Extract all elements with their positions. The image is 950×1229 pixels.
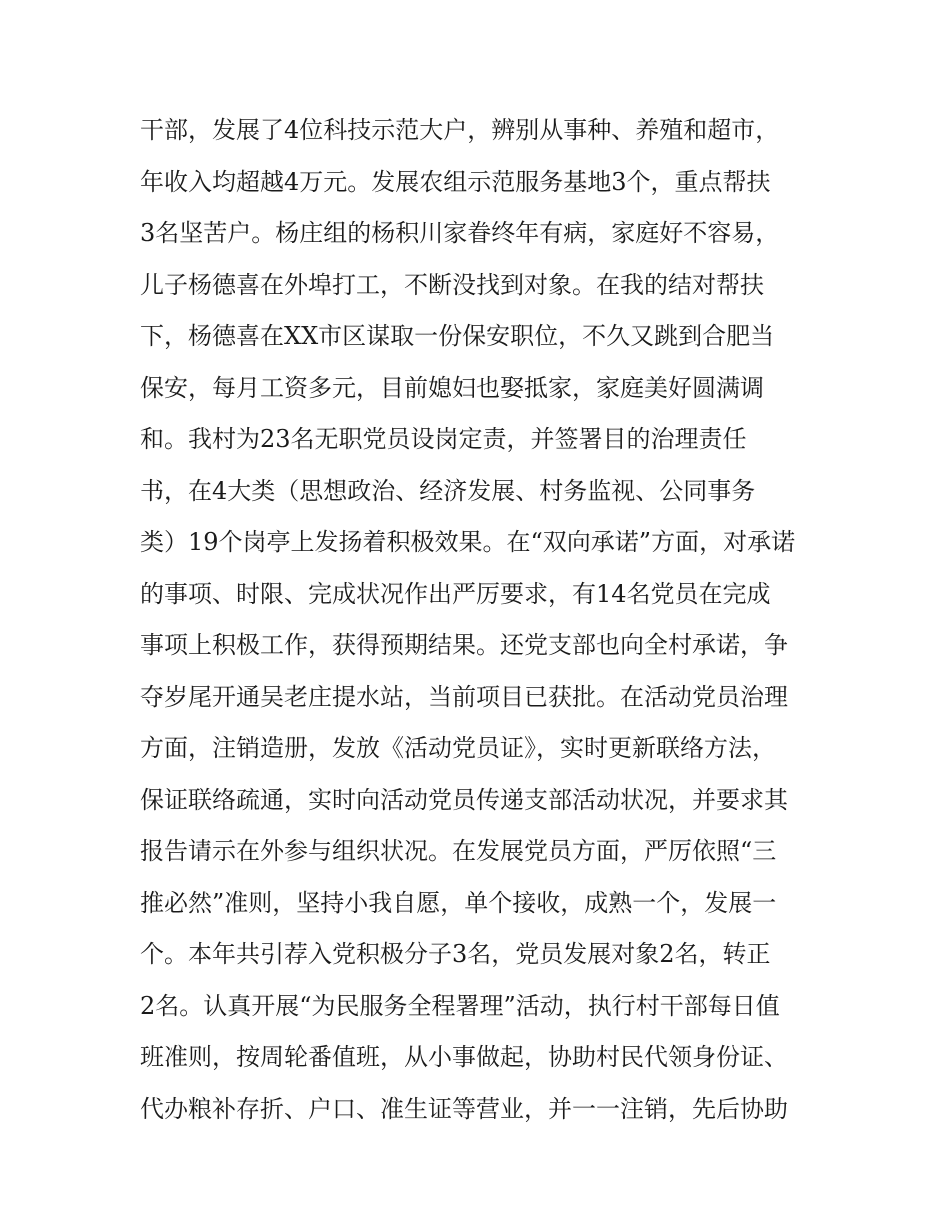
text-line: 年收入均超越4万元。发展农组示范服务基地3个，重点帮扶 — [140, 167, 771, 196]
text-line: 干部，发展了4位科技示范大户，辨别从事种、养殖和超市， — [140, 116, 780, 144]
text-line: 书，在4大类（思想政治、经济发展、村务监视、公同事务 — [140, 476, 756, 505]
text-line: 2名。认真开展“为民服务全程署理”活动，执行村干部每日值 — [140, 991, 780, 1020]
text-line: 保证联络疏通，实时向活动党员传递支部活动状况，并要求其 — [140, 785, 788, 814]
text-line: 班准则，按周轮番值班，从小事做起，协助村民代领身份证、 — [140, 1043, 788, 1071]
text-line: 报告请示在外参与组织状况。在发展党员方面，严厉依照“三 — [140, 837, 777, 865]
text-line: 3名坚苦户。杨庄组的杨积川家眷终年有病，家庭好不容易， — [140, 219, 780, 247]
text-line: 儿子杨德喜在外埠打工，不断没找到对象。在我的结对帮扶 — [140, 270, 764, 299]
text-line: 和。我村为23名无职党员设岗定责，并签署目的治理责任 — [140, 425, 747, 453]
text-line: 推必然”准则，坚持小我自愿，单个接收，成熟一个，发展一 — [140, 888, 777, 917]
text-line: 夺岁尾开通吴老庄提水站，当前项目已获批。在活动党员治理 — [140, 682, 788, 711]
text-line: 保安，每月工资多元，目前媳妇也娶抵家，家庭美好圆满调 — [140, 373, 764, 402]
text-line: 方面，注销造册，发放《活动党员证》，实时更新联络方法， — [140, 734, 776, 762]
text-line: 类）19个岗亭上发扬着积极效果。在“双向承诺”方面，对承诺 — [140, 528, 796, 556]
text-line: 下，杨德喜在XX市区谋取一份保安职位，不久又跳到合肥当 — [140, 322, 775, 350]
text-line: 事项上积极工作，获得预期结果。还党支部也向全村承诺，争 — [140, 631, 788, 659]
text-line: 代办粮补存折、户口、准生证等营业，并一一注销，先后协助 — [140, 1094, 788, 1123]
body-text — [140, 105, 830, 1135]
text-line: 个。本年共引荐入党积极分子3名，党员发展对象2名，转正 — [140, 940, 771, 968]
text-line: 的事项、时限、完成状况作出严厉要求，有14名党员在完成 — [140, 579, 771, 608]
